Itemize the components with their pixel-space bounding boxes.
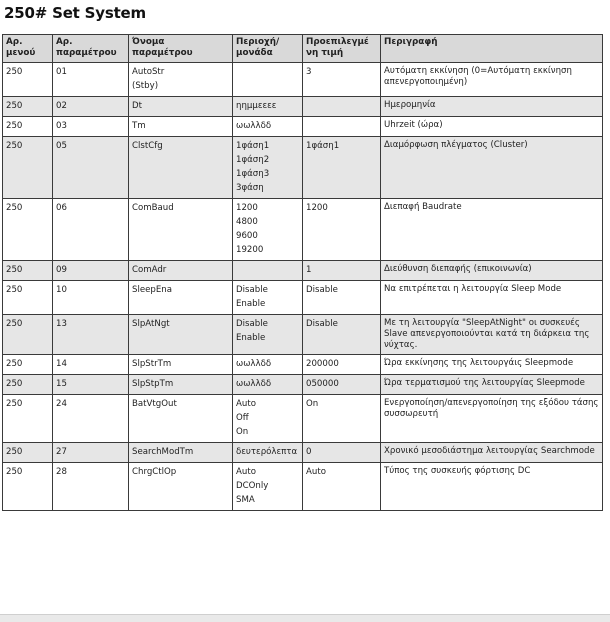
cell-param-no [53,395,129,443]
cell-param-no-text: 24 [56,399,67,409]
cell-menu-no-text: 250 [6,67,23,77]
cell-param-name [129,199,233,261]
cell-param-no [53,463,129,511]
cell-param-no-text: 10 [56,285,67,295]
cell-default-value-text: Auto [306,467,326,477]
cell-description [381,443,603,463]
cell-default-value-text: On [306,399,319,409]
cell-param-no-text: 09 [56,265,67,275]
cell-menu-no-text: 250 [6,447,23,457]
table-row [3,375,603,395]
table-row [3,199,603,261]
header-param-no [53,35,129,63]
cell-range-unit-line: Disable [236,319,268,329]
cell-menu-no-text: 250 [6,265,23,275]
cell-param-name [129,443,233,463]
cell-param-no [53,315,129,355]
cell-param-name-line: ChrgCtlOp [132,467,177,477]
header-description [381,35,603,63]
cell-param-name-line: Dt [132,101,142,111]
cell-description-text: Με τη λειτουργία "SleepAtNight" οι συσκευές Slave απενεργοποιούνται κατά τη διάρκεια της νύχτας. [384,318,590,350]
cell-param-name-line: ClstCfg [132,141,163,151]
cell-param-name-line: ComBaud [132,203,174,213]
header-text: Αρ. [6,37,23,47]
header-text: παραμέτρου [56,48,117,58]
cell-range-unit [233,355,303,375]
cell-param-no [53,199,129,261]
cell-param-name [129,315,233,355]
header-menu-no [3,35,53,63]
cell-range-unit-line: Off [236,413,249,423]
cell-default-value [303,355,381,375]
cell-range-unit-line: SMA [236,495,255,505]
cell-menu-no-text: 250 [6,203,23,213]
table-row [3,315,603,355]
cell-menu-no-text: 250 [6,399,23,409]
cell-default-value-text: 050000 [306,379,339,389]
cell-range-unit-line: ηημμεεεε [236,101,277,111]
cell-param-name-line: BatVtgOut [132,399,177,409]
cell-param-no [53,63,129,97]
cell-param-no-text: 06 [56,203,67,213]
cell-description [381,63,603,97]
header-text: Προεπιλεγμέ [306,37,369,47]
cell-default-value-text: 1 [306,265,312,275]
cell-description-text: Τύπος της συσκευής φόρτισης DC [384,466,531,476]
cell-param-no-text: 14 [56,359,67,369]
cell-range-unit-line: δευτερόλεπτα [236,447,298,457]
cell-menu-no [3,355,53,375]
parameter-table [2,34,603,511]
cell-description [381,261,603,281]
cell-range-unit-line: Enable [236,333,266,343]
cell-param-name-line: AutoStr [132,67,165,77]
cell-default-value-text: 0 [306,447,312,457]
page-title: 250# Set System [4,4,146,22]
header-text: Αρ. [56,37,73,47]
cell-description-text: Διαμόρφωση πλέγματος (Cluster) [384,140,528,150]
cell-range-unit-line: 1200 [236,203,258,213]
cell-menu-no-text: 250 [6,467,23,477]
cell-param-name [129,355,233,375]
cell-param-no [53,117,129,137]
table-row [3,355,603,375]
cell-range-unit-line: 1φάση1 [236,141,270,151]
header-default-value [303,35,381,63]
cell-menu-no [3,315,53,355]
cell-param-name [129,117,233,137]
cell-range-unit [233,261,303,281]
cell-description-text: Αυτόματη εκκίνηση (0=Αυτόματη εκκίνηση απενεργοποιημένη) [384,66,572,87]
cell-default-value [303,117,381,137]
table-row [3,63,603,97]
cell-menu-no-text: 250 [6,141,23,151]
table-row [3,117,603,137]
cell-param-no-text: 27 [56,447,67,457]
cell-menu-no-text: 250 [6,359,23,369]
header-text: Όνομα [132,37,165,47]
header-text: Περιοχή/ [236,37,280,47]
cell-range-unit-line: ωωλλδδ [236,379,272,389]
header-row [3,35,603,63]
cell-range-unit-line: On [236,427,249,437]
cell-param-no [53,137,129,199]
cell-description [381,117,603,137]
cell-param-name [129,261,233,281]
cell-default-value [303,375,381,395]
cell-description-text: Ώρα τερματισμού της λειτουργίας Sleepmode [384,378,585,388]
cell-param-name [129,395,233,443]
cell-description [381,395,603,443]
cell-param-name [129,463,233,511]
cell-menu-no [3,137,53,199]
header-text: μονάδα [236,48,273,58]
cell-default-value [303,63,381,97]
cell-param-no-text: 05 [56,141,67,151]
cell-default-value [303,281,381,315]
cell-description-text: Ενεργοποίηση/απενεργοποίηση της εξόδου τάσης συσσωρευτή [384,398,599,419]
cell-param-name-line: (Stby) [132,81,159,91]
table-row [3,281,603,315]
cell-default-value-text: 1φάση1 [306,141,340,151]
cell-range-unit [233,117,303,137]
cell-menu-no [3,443,53,463]
cell-range-unit-line: 1φάση2 [236,155,270,165]
cell-description-text: Ημερομηνία [384,100,436,110]
cell-param-name-line: SearchModTm [132,447,194,457]
cell-description-text: Διεπαφή Baudrate [384,202,462,212]
table-row [3,97,603,117]
cell-description [381,355,603,375]
cell-description [381,97,603,117]
cell-range-unit [233,443,303,463]
cell-range-unit [233,199,303,261]
table-row [3,443,603,463]
cell-default-value [303,315,381,355]
cell-param-no-text: 03 [56,121,67,131]
table-row [3,137,603,199]
cell-description-text: Uhrzeit (ώρα) [384,120,443,130]
cell-range-unit-line: 9600 [236,231,258,241]
cell-menu-no [3,261,53,281]
cell-param-name-line: SleepEna [132,285,173,295]
cell-menu-no [3,375,53,395]
cell-menu-no [3,395,53,443]
cell-menu-no [3,199,53,261]
header-text: Περιγραφή [384,37,438,47]
header-param-name [129,35,233,63]
cell-range-unit-line: ωωλλδδ [236,121,272,131]
cell-description-text: Να επιτρέπεται η λειτουργία Sleep Mode [384,284,562,294]
cell-default-value-text: 200000 [306,359,339,369]
cell-range-unit-line: 19200 [236,245,264,255]
header-text: μενού [6,48,36,58]
cell-range-unit-line: Auto [236,467,256,477]
cell-range-unit [233,463,303,511]
cell-default-value [303,395,381,443]
cell-menu-no-text: 250 [6,379,23,389]
cell-range-unit-line: 1φάση3 [236,169,270,179]
cell-default-value [303,137,381,199]
cell-default-value [303,97,381,117]
header-text: νη τιμή [306,48,344,58]
cell-description [381,315,603,355]
cell-menu-no-text: 250 [6,101,23,111]
cell-menu-no-text: 250 [6,319,23,329]
cell-default-value [303,443,381,463]
cell-default-value [303,199,381,261]
cell-default-value [303,261,381,281]
cell-description [381,199,603,261]
cell-range-unit-line: Auto [236,399,256,409]
cell-param-no [53,261,129,281]
cell-param-name [129,97,233,117]
cell-range-unit [233,137,303,199]
header-range-unit [233,35,303,63]
cell-param-no-text: 15 [56,379,67,389]
cell-param-name-line: SlpStrTm [132,359,172,369]
cell-range-unit [233,375,303,395]
table-header [3,35,603,63]
cell-param-name-line: SlpAtNgt [132,319,170,329]
table-row [3,395,603,443]
cell-param-no [53,281,129,315]
cell-range-unit [233,63,303,97]
cell-range-unit-line: DCOnly [236,481,269,491]
cell-menu-no [3,117,53,137]
cell-param-name [129,137,233,199]
cell-default-value-text: Disable [306,285,338,295]
table-body [3,63,603,511]
cell-menu-no [3,281,53,315]
cell-range-unit-line: 4800 [236,217,258,227]
cell-param-no [53,443,129,463]
cell-description [381,463,603,511]
cell-menu-no [3,463,53,511]
cell-param-name [129,375,233,395]
cell-description [381,375,603,395]
cell-param-name [129,63,233,97]
cell-param-no [53,97,129,117]
cell-range-unit-line: Enable [236,299,266,309]
cell-range-unit [233,97,303,117]
cell-menu-no-text: 250 [6,285,23,295]
cell-param-no-text: 01 [56,67,67,77]
cell-description-text: Ώρα εκκίνησης της λειτουργάις Sleepmode [384,358,574,368]
cell-range-unit-line: ωωλλδδ [236,359,272,369]
cell-menu-no [3,97,53,117]
cell-default-value-text: 3 [306,67,312,77]
cell-description-text: Διεύθυνση διεπαφής (επικοινωνία) [384,264,532,274]
cell-menu-no [3,63,53,97]
cell-description [381,281,603,315]
cell-description-text: Χρονικό μεσοδιάστημα λειτουργίας Searchmode [384,446,595,456]
cell-param-name-line: ComAdr [132,265,167,275]
cell-range-unit-line: 3φάση [236,183,264,193]
cell-param-name-line: SlpStpTm [132,379,174,389]
cell-default-value-text: Disable [306,319,338,329]
cell-param-no-text: 02 [56,101,67,111]
cell-range-unit-line: Disable [236,285,268,295]
header-text: παραμέτρου [132,48,193,58]
cell-param-name [129,281,233,315]
cell-param-no-text: 13 [56,319,67,329]
cell-description [381,137,603,199]
cell-range-unit [233,315,303,355]
cell-range-unit [233,281,303,315]
table-row [3,463,603,511]
cell-param-no-text: 28 [56,467,67,477]
cell-menu-no-text: 250 [6,121,23,131]
cell-range-unit [233,395,303,443]
cell-default-value-text: 1200 [306,203,328,213]
cell-default-value [303,463,381,511]
table-row [3,261,603,281]
cell-param-no [53,355,129,375]
cell-param-no [53,375,129,395]
cell-param-name-line: Tm [132,121,146,131]
